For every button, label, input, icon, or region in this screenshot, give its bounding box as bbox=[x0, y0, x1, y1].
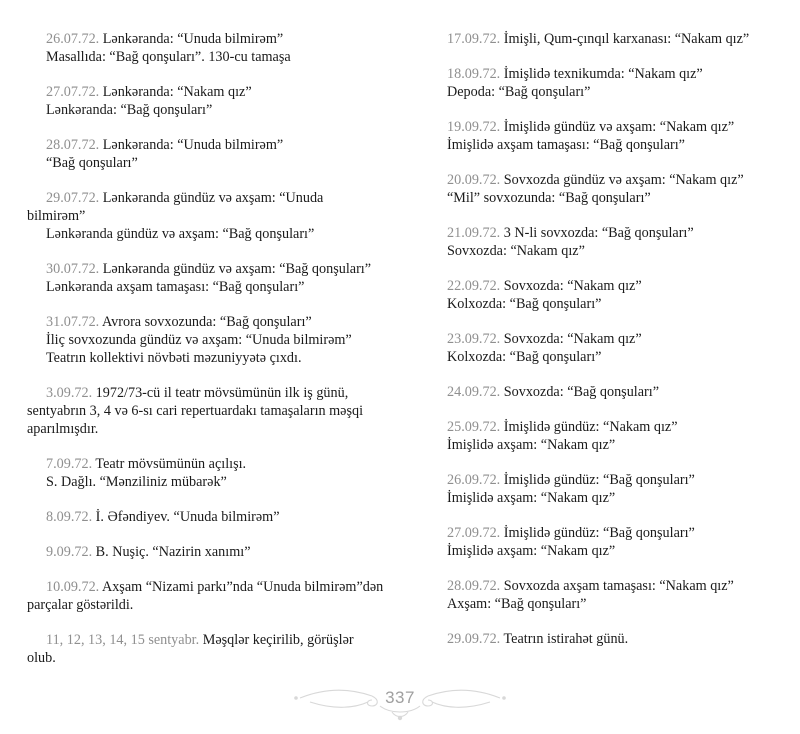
entry-text: olub. bbox=[27, 650, 56, 666]
entry-text: İmişlidə axşam: “Nakam qız” bbox=[447, 543, 616, 559]
entry bbox=[27, 455, 391, 491]
entry bbox=[447, 330, 772, 366]
entry bbox=[27, 260, 391, 296]
entry bbox=[447, 171, 772, 207]
entry bbox=[447, 65, 772, 101]
entry-line bbox=[447, 189, 772, 207]
entry-text: Sovxozda: “Nakam qız” bbox=[447, 243, 585, 259]
entry-line bbox=[447, 118, 772, 136]
entry-text: İmişlidə texnikumda: “Nakam qız” bbox=[500, 66, 703, 82]
entry-date: 3.09.72. bbox=[46, 385, 93, 401]
entry-text: Teatr mövsümünün açılışı. bbox=[92, 456, 247, 472]
entry-text: İmişlidə gündüz: “Bağ qonşuları” bbox=[500, 472, 695, 488]
entry-date: 28.09.72. bbox=[447, 578, 501, 594]
entry bbox=[447, 577, 772, 613]
entry-date: 30.07.72. bbox=[46, 261, 100, 277]
entry-text: Sovxozda: “Nakam qız” bbox=[500, 331, 642, 347]
entry-date: 8.09.72. bbox=[46, 509, 93, 525]
entry bbox=[27, 83, 391, 119]
entry-line bbox=[27, 649, 391, 667]
entry-date: 21.09.72. bbox=[447, 225, 501, 241]
entry-line bbox=[447, 436, 772, 454]
page-number: 337 bbox=[385, 688, 415, 707]
entry-text: İmişlidə axşam: “Nakam qız” bbox=[447, 437, 616, 453]
entry-text: İ. Əfəndiyev. “Unuda bilmirəm” bbox=[92, 509, 280, 525]
entry-text: Lənkəranda gündüz və axşam: “Bağ qonşuları” bbox=[99, 261, 372, 277]
entry-line bbox=[27, 402, 391, 420]
entry-text: Sovxozda: “Nakam qız” bbox=[500, 278, 642, 294]
entry-line bbox=[27, 48, 391, 66]
entry-line bbox=[27, 420, 391, 438]
entry-text: Avrora sovxozunda: “Bağ qonşuları” bbox=[99, 314, 312, 330]
entry-line bbox=[27, 349, 391, 367]
right-column bbox=[447, 30, 772, 648]
entry-line bbox=[447, 295, 772, 313]
entry-line bbox=[447, 418, 772, 436]
entry-line bbox=[447, 65, 772, 83]
entry bbox=[27, 30, 391, 66]
entry bbox=[27, 189, 391, 243]
entry-date: 11, 12, 13, 14, 15 sentyabr. bbox=[46, 632, 200, 648]
entry-line bbox=[27, 596, 391, 614]
entry-line bbox=[27, 331, 391, 349]
entry bbox=[447, 383, 772, 401]
entry-text: İmişlidə axşam tamaşası: “Bağ qonşuları” bbox=[447, 137, 685, 153]
entry-line bbox=[447, 542, 772, 560]
entry-date: 28.07.72. bbox=[46, 137, 100, 153]
entry-text: Depoda: “Bağ qonşuları” bbox=[447, 84, 591, 100]
entry-line bbox=[27, 455, 391, 473]
entry-date: 25.09.72. bbox=[447, 419, 501, 435]
entry-text: Lənkəranda axşam tamaşası: “Bağ qonşuları” bbox=[46, 279, 305, 295]
entry bbox=[27, 313, 391, 367]
entry-line bbox=[447, 224, 772, 242]
entry-line bbox=[27, 543, 391, 561]
page-footer bbox=[0, 676, 800, 726]
entry-line bbox=[27, 278, 391, 296]
entry-text: Teatrın istirahət günü. bbox=[500, 631, 629, 647]
entry-date: 26.07.72. bbox=[46, 31, 100, 47]
entry-line bbox=[447, 471, 772, 489]
entry bbox=[447, 418, 772, 454]
entry-line bbox=[27, 473, 391, 491]
entry bbox=[447, 471, 772, 507]
entry-text: sentyabrın 3, 4 və 6-sı cari repertuardakı tamaşaların məşqi bbox=[27, 403, 364, 419]
entry-line bbox=[447, 383, 772, 401]
entry bbox=[27, 136, 391, 172]
entry-line bbox=[447, 348, 772, 366]
entry-line bbox=[27, 101, 391, 119]
entry-date: 29.07.72. bbox=[46, 190, 100, 206]
entry-text: İmişlidə axşam: “Nakam qız” bbox=[447, 490, 616, 506]
entry bbox=[27, 631, 391, 667]
entry-text: parçalar göstərildi. bbox=[27, 597, 134, 613]
entry-line bbox=[27, 207, 391, 225]
entry-line bbox=[27, 578, 391, 596]
entry-text: “Bağ qonşuları” bbox=[46, 155, 138, 171]
entry-text: Masallıda: “Bağ qonşuları”. 130-cu tamaşa bbox=[46, 49, 291, 65]
entry-text: Lənkəranda: “Unuda bilmirəm” bbox=[99, 31, 284, 47]
entry-line bbox=[447, 277, 772, 295]
entry-date: 20.09.72. bbox=[447, 172, 501, 188]
entry-line bbox=[27, 30, 391, 48]
entry-line bbox=[447, 30, 772, 48]
entry-text: Kolxozda: “Bağ qonşuları” bbox=[447, 349, 602, 365]
entry-text: 3 N-li sovxozda: “Bağ qonşuları” bbox=[500, 225, 694, 241]
entry-line bbox=[27, 508, 391, 526]
entry-text: Məşqlər keçirilib, görüşlər bbox=[199, 632, 354, 648]
entry bbox=[27, 508, 391, 526]
entry-text: İmişli, Qum-çınqıl karxanası: “Nakam qız” bbox=[500, 31, 750, 47]
entry-text: İmişlidə gündüz və axşam: “Nakam qız” bbox=[500, 119, 735, 135]
entry bbox=[447, 118, 772, 154]
entry bbox=[27, 543, 391, 561]
entry-line bbox=[27, 631, 391, 649]
entry-text: Lənkəranda: “Nakam qız” bbox=[99, 84, 252, 100]
entry-line bbox=[447, 489, 772, 507]
entry-date: 31.07.72. bbox=[46, 314, 100, 330]
entry-date: 7.09.72. bbox=[46, 456, 93, 472]
entry-text: Kolxozda: “Bağ qonşuları” bbox=[447, 296, 602, 312]
entry-date: 27.07.72. bbox=[46, 84, 100, 100]
entry-line bbox=[27, 83, 391, 101]
entry-line bbox=[447, 136, 772, 154]
entry-date: 18.09.72. bbox=[447, 66, 501, 82]
entry-line bbox=[447, 577, 772, 595]
entry-text: Lənkəranda gündüz və axşam: “Unuda bbox=[99, 190, 324, 206]
entry-line bbox=[447, 171, 772, 189]
entry bbox=[27, 578, 391, 614]
entry bbox=[447, 224, 772, 260]
left-column bbox=[27, 30, 391, 667]
entry-text: Axşam “Nizami parkı”nda “Unuda bilmirəm”dən bbox=[99, 579, 384, 595]
entry-line bbox=[27, 313, 391, 331]
entry-line bbox=[447, 330, 772, 348]
entry-line bbox=[27, 260, 391, 278]
entry-date: 26.09.72. bbox=[447, 472, 501, 488]
entry bbox=[447, 630, 772, 648]
entry-text: Lənkəranda: “Bağ qonşuları” bbox=[46, 102, 213, 118]
entry-date: 23.09.72. bbox=[447, 331, 501, 347]
entry-text: Teatrın kollektivi növbəti məzuniyyətə çıxdı. bbox=[46, 350, 302, 366]
entry-text: 1972/73-cü il teatr mövsümünün ilk iş günü, bbox=[92, 385, 349, 401]
entry bbox=[447, 524, 772, 560]
entry bbox=[447, 277, 772, 313]
entry-text: Sovxozda: “Bağ qonşuları” bbox=[500, 384, 659, 400]
entry-date: 24.09.72. bbox=[447, 384, 501, 400]
entry-line bbox=[447, 630, 772, 648]
entry-line bbox=[27, 189, 391, 207]
entry-date: 29.09.72. bbox=[447, 631, 501, 647]
entry-line bbox=[447, 242, 772, 260]
entry-line bbox=[27, 136, 391, 154]
entry-text: İmişlidə gündüz: “Nakam qız” bbox=[500, 419, 678, 435]
entry-text: bilmirəm” bbox=[27, 208, 86, 224]
entry-text: S. Dağlı. “Mənziliniz mübarək” bbox=[46, 474, 227, 490]
entry bbox=[447, 30, 772, 48]
entry-text: İliç sovxozunda gündüz və axşam: “Unuda bilmirəm” bbox=[46, 332, 352, 348]
entry-text: İmişlidə gündüz: “Bağ qonşuları” bbox=[500, 525, 695, 541]
entry-date: 17.09.72. bbox=[447, 31, 501, 47]
entry-date: 27.09.72. bbox=[447, 525, 501, 541]
entry-text: B. Nuşiç. “Nazirin xanımı” bbox=[92, 544, 251, 560]
entry-date: 10.09.72. bbox=[46, 579, 100, 595]
entry-line bbox=[447, 595, 772, 613]
entry-line bbox=[27, 154, 391, 172]
entry-text: Axşam: “Bağ qonşuları” bbox=[447, 596, 587, 612]
entry-line bbox=[447, 83, 772, 101]
entry-text: Lənkəranda gündüz və axşam: “Bağ qonşuları” bbox=[46, 226, 315, 242]
entry-text: Sovxozda axşam tamaşası: “Nakam qız” bbox=[500, 578, 734, 594]
entry-line bbox=[447, 524, 772, 542]
entry-line bbox=[27, 384, 391, 402]
entry-text: “Mil” sovxozunda: “Bağ qonşuları” bbox=[447, 190, 651, 206]
entry-date: 9.09.72. bbox=[46, 544, 93, 560]
entry-date: 22.09.72. bbox=[447, 278, 501, 294]
entry bbox=[27, 384, 391, 438]
entry-date: 19.09.72. bbox=[447, 119, 501, 135]
entry-text: aparılmışdır. bbox=[27, 421, 99, 437]
entry-text: Sovxozda gündüz və axşam: “Nakam qız” bbox=[500, 172, 744, 188]
entry-text: Lənkəranda: “Unuda bilmirəm” bbox=[99, 137, 284, 153]
entry-line bbox=[27, 225, 391, 243]
